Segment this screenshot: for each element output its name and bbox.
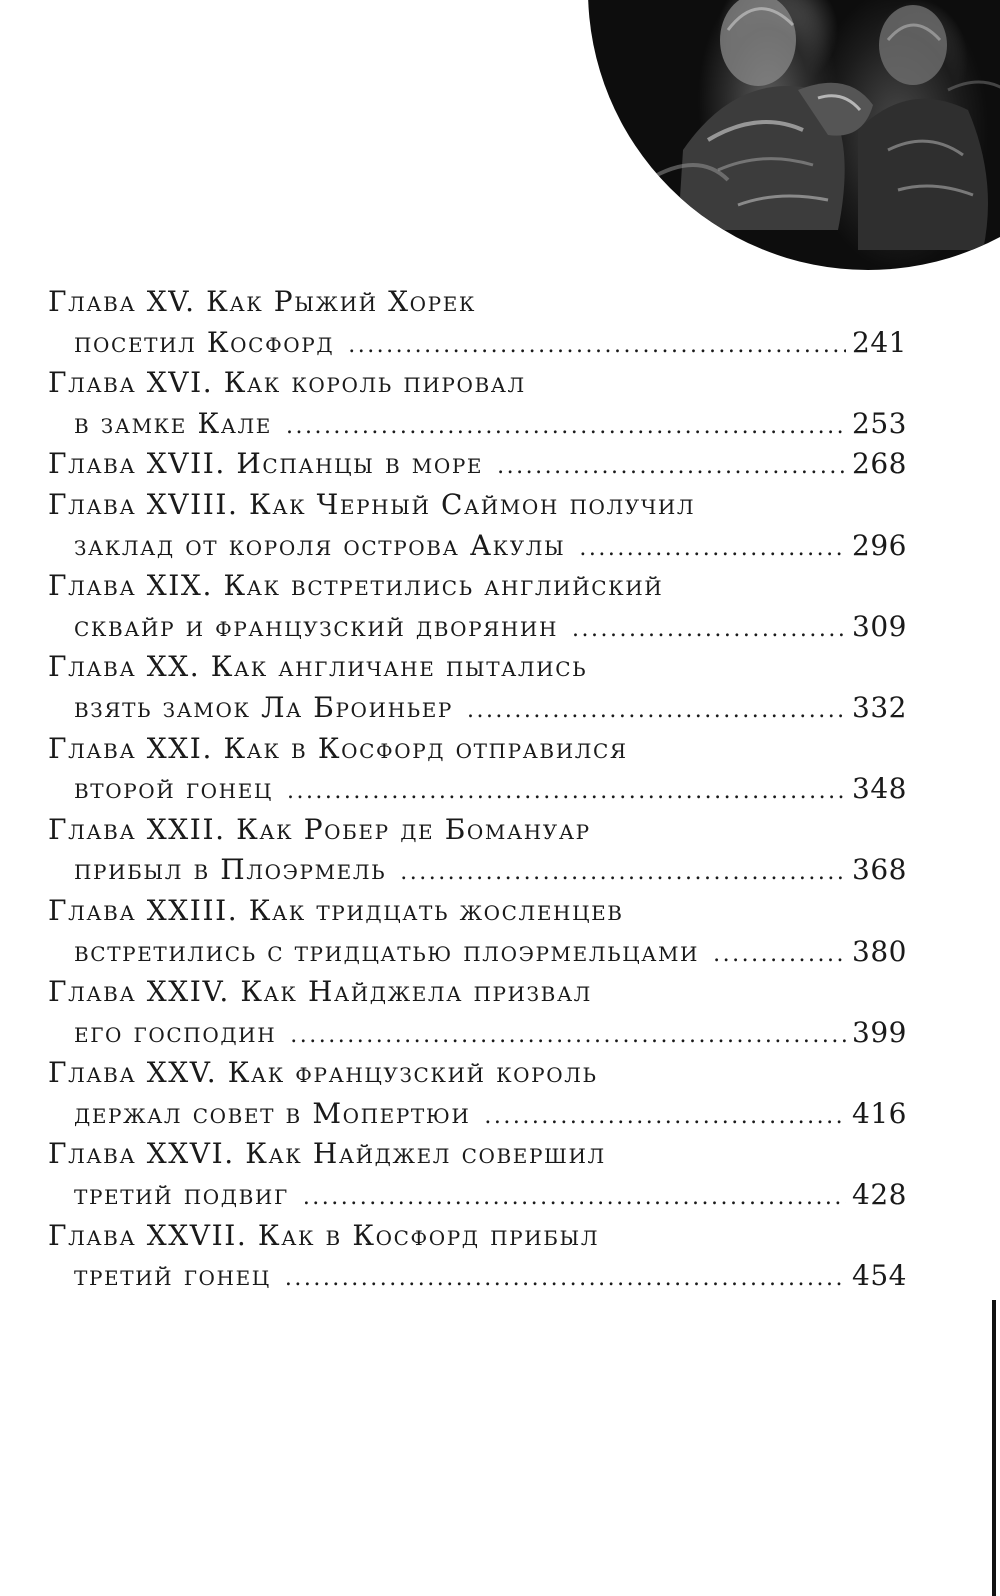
toc-entry-last-line (48, 323, 908, 364)
toc-entry-title-text: Глава XXII. Как Робер де Бомануар (48, 812, 591, 846)
dot-leader (400, 853, 846, 894)
dot-leader (467, 691, 846, 732)
page-edge-line (992, 1300, 996, 1596)
toc-entry (48, 1053, 908, 1134)
toc-entry (48, 647, 908, 728)
toc-page-number: 241 (852, 325, 907, 359)
toc-entry-last-line (48, 688, 908, 729)
knights-illustration-drawing (588, 0, 1000, 270)
toc-entry-last-line (48, 404, 908, 445)
toc-entry-last-line (48, 526, 908, 567)
toc-entry-title-text: Глава XXV. Как французский король (48, 1056, 598, 1090)
toc-entry-title-text: прибыл в Плоэрмель (74, 853, 387, 887)
toc-entry-title-text: третий подвиг (74, 1178, 289, 1212)
toc-entry (48, 1134, 908, 1215)
knights-illustration (588, 0, 1000, 270)
toc-entry-title (48, 1216, 908, 1257)
toc-entry-title-text: второй гонец (74, 772, 273, 806)
toc-page-number: 268 (852, 447, 907, 481)
toc-entry-last-line (48, 1094, 908, 1135)
toc-page-number: 368 (852, 853, 907, 887)
dot-leader (713, 935, 846, 976)
toc-page-number: 428 (852, 1178, 907, 1212)
toc-entry-title (48, 282, 908, 323)
toc-entry-last-line (48, 932, 908, 973)
toc-entry-title (48, 810, 908, 851)
toc-entry-title-text: Глава XXI. Как в Косфорд отправился (48, 731, 628, 765)
dot-leader (348, 326, 846, 367)
toc-page-number: 296 (852, 528, 907, 562)
toc-entry (48, 1216, 908, 1297)
toc-entry-title (48, 891, 908, 932)
table-of-contents (48, 282, 908, 1297)
toc-entry (48, 363, 908, 444)
dot-leader (285, 1259, 846, 1300)
toc-entry-title-text: Глава XXIV. Как Найджела призвал (48, 975, 592, 1009)
toc-entry-title (48, 363, 908, 404)
toc-entry-title-text: сквайр и французский дворянин (74, 609, 559, 643)
toc-entry-title-text: держал совет в Мопертюи (74, 1096, 471, 1130)
toc-entry-title (48, 1134, 908, 1175)
dot-leader (303, 1178, 846, 1219)
toc-entry-title (48, 729, 908, 770)
toc-page-number: 332 (852, 690, 907, 724)
dot-leader (287, 772, 846, 813)
dot-leader (579, 529, 846, 570)
toc-page-number: 253 (852, 406, 907, 440)
toc-entry-title-text: его господин (74, 1015, 277, 1049)
toc-entry-last-line (48, 1013, 908, 1054)
dot-leader (484, 1097, 846, 1138)
toc-entry-last-line (48, 769, 908, 810)
toc-entry-last-line (48, 1256, 908, 1297)
toc-page-number: 454 (852, 1259, 907, 1293)
toc-entry-last-line (48, 850, 908, 891)
toc-entry (48, 972, 908, 1053)
toc-entry-last-line (48, 444, 908, 485)
toc-entry-title (48, 485, 908, 526)
toc-entry-title (48, 972, 908, 1013)
toc-page-number: 309 (852, 609, 907, 643)
toc-entry-title-text: в замке Кале (74, 406, 272, 440)
toc-entry (48, 444, 908, 485)
toc-entry-title-text: взять замок Ла Броиньер (74, 690, 453, 724)
toc-entry-title (48, 647, 908, 688)
dot-leader (497, 447, 846, 488)
toc-entry (48, 566, 908, 647)
toc-entry-title (48, 1053, 908, 1094)
dot-leader (572, 610, 846, 651)
toc-entry (48, 282, 908, 363)
toc-entry-title-text: Глава XV. Как Рыжий Хорек (48, 285, 477, 318)
toc-entry-title-text: Глава XX. Как англичане пытались (48, 650, 588, 684)
toc-entry-title-text: Глава XIX. Как встретились английский (48, 569, 664, 603)
toc-page-number: 348 (852, 772, 907, 806)
toc-entry-title-text: Глава XVII. Испанцы в море (48, 447, 484, 481)
toc-entry-title-text: Глава XVI. Как король пировал (48, 366, 526, 400)
toc-entry-title-text: Глава XXVII. Как в Косфорд прибыл (48, 1218, 600, 1252)
toc-entry-title-text: Глава XXIII. Как тридцать жосленцев (48, 893, 624, 927)
toc-entry (48, 810, 908, 891)
toc-entry-title-text: Глава XVIII. Как Черный Саймон получил (48, 487, 696, 521)
toc-entry (48, 729, 908, 810)
toc-page-number: 416 (852, 1096, 907, 1130)
toc-entry-title-text: посетил Косфорд (74, 325, 335, 359)
toc-entry (48, 891, 908, 972)
toc-entry-title-text: третий гонец (74, 1259, 271, 1293)
toc-page-number: 399 (852, 1015, 907, 1049)
toc-entry-last-line (48, 1175, 908, 1216)
toc-page-number: 380 (852, 934, 907, 968)
toc-entry-title-text: заклад от короля острова Акулы (74, 528, 566, 562)
toc-entry-title-text: Глава XXVI. Как Найджел совершил (48, 1137, 606, 1171)
dot-leader (290, 1016, 846, 1057)
dot-leader (286, 407, 846, 448)
toc-entry-last-line (48, 607, 908, 648)
toc-entry-title (48, 566, 908, 607)
toc-entry (48, 485, 908, 566)
toc-entry-title-text: встретились с тридцатью плоэрмельцами (74, 934, 700, 968)
